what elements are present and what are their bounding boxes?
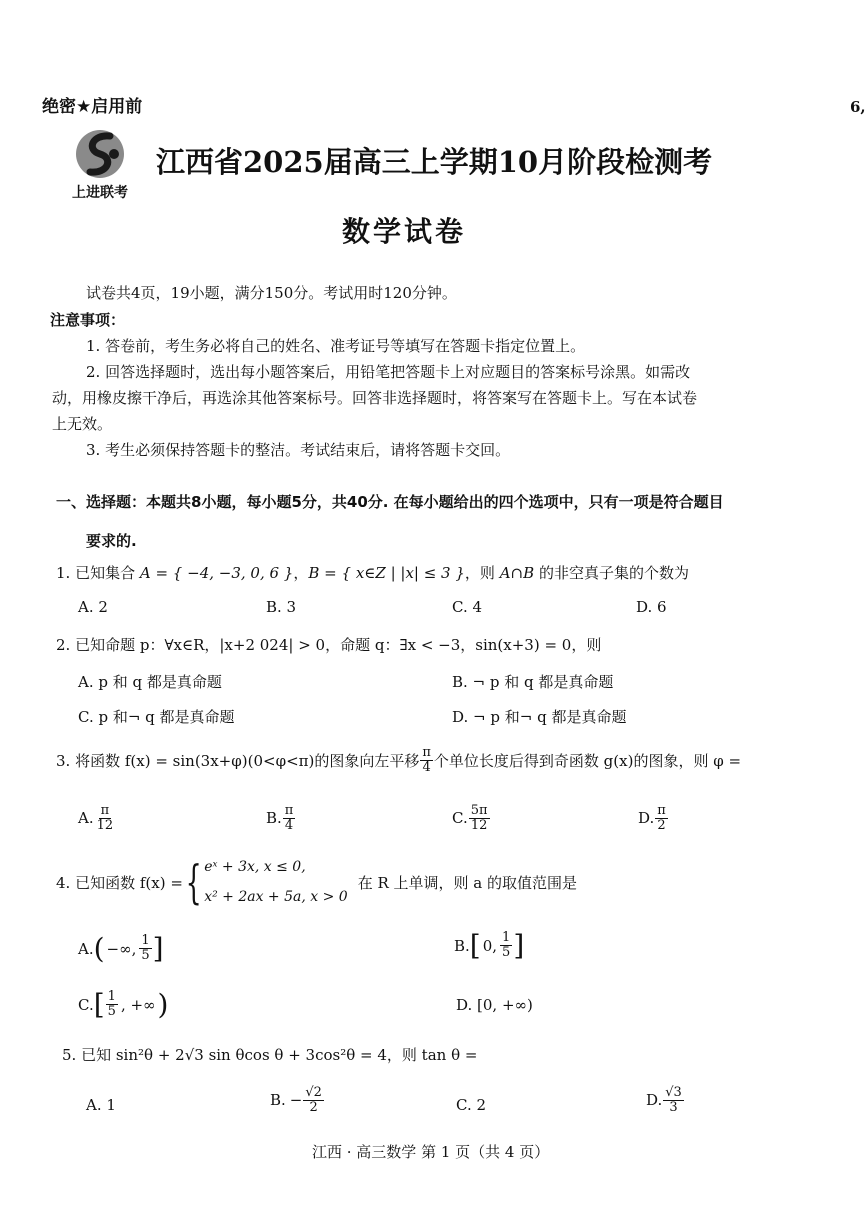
q5-option-c[interactable]: C. 2	[456, 1096, 487, 1114]
set-b: B = { x∈Z | |x| ≤ 3 }	[308, 564, 465, 582]
question-4-stem	[56, 852, 577, 912]
q3-option-a[interactable]: A. $\frac{\pi}{12}$	[78, 803, 114, 833]
secret-label: 绝密★启用前	[42, 97, 143, 117]
notice-item: 动，用橡皮擦干净后，再选涂其他答案标号。回答非选择题时，将答案写在答题卡上。写在本试卷	[52, 389, 698, 407]
q4-option-b[interactable]: B. [ 0, $\frac{1}{5}$ ]	[454, 929, 525, 962]
q3-option-d[interactable]: D. $\frac{\pi}{2}$	[638, 803, 666, 833]
question-3-stem	[56, 746, 741, 774]
notice-item: 3. 考生必须保持答题卡的整洁。考试结束后，请将答题卡交回。	[86, 441, 511, 459]
q2-option-a[interactable]: A. p 和 q 都是真命题	[78, 673, 222, 691]
question-1-text: 1. 已知集合	[56, 564, 136, 582]
notice-item: 2. 回答选择题时，选出每小题答案后，用铅笔把答题卡上对应题目的答案标号涂黑。如需改	[86, 363, 691, 381]
intersection: A∩B	[499, 564, 535, 582]
page-footer: 江西 · 高三数学 第 1 页（共 4 页）	[312, 1143, 550, 1161]
notice-heading: 注意事项：	[50, 311, 126, 329]
notice-item: 1. 答卷前，考生务必将自己的姓名、准考证号等填写在答题卡指定位置上。	[86, 337, 586, 355]
notice-item: 上无效。	[52, 415, 113, 433]
q4-option-d[interactable]: D. [0, +∞)	[456, 996, 533, 1014]
question-1-text: 的非空真子集的个数为	[538, 564, 689, 582]
q2-option-c[interactable]: C. p 和¬ q 都是真命题	[78, 708, 235, 726]
q3-option-b[interactable]: B. $\frac{\pi}{4}$	[266, 803, 294, 833]
question-4-text: 在 R 上单调，则 a 的取值范围是	[357, 873, 578, 892]
q5-option-d[interactable]: D. $\frac{√3}{3}$	[646, 1085, 682, 1115]
q2-option-d[interactable]: D. ¬ p 和¬ q 都是真命题	[452, 708, 627, 726]
q1-option-d[interactable]: D. 6	[636, 598, 667, 616]
q1-option-a[interactable]: A. 2	[78, 598, 108, 616]
q3-option-c[interactable]: C. $\frac{5\pi}{12}$	[452, 803, 488, 833]
question-4-text: 4. 已知函数 f(x) =	[56, 873, 183, 892]
question-1-text: ，则	[464, 564, 495, 582]
section-heading-cont: 要求的.	[86, 532, 137, 550]
q5-option-a[interactable]: A. 1	[86, 1096, 116, 1114]
question-1-stem: 1. 已知集合 A = { −4, −3, 0, 6 }，B = { x∈Z | |x| ≤ 3 }，则 A∩B 的非空真子集的个数为	[56, 564, 689, 582]
q4-option-a[interactable]: A. ( −∞, $\frac{1}{5}$ ]	[78, 932, 164, 965]
q1-option-b[interactable]: B. 3	[266, 598, 297, 616]
question-3-text: 个单位长度后得到奇函数 g(x)的图象，则 φ =	[433, 751, 742, 770]
set-a: A = { −4, −3, 0, 6 }	[139, 564, 294, 582]
corner-mark: 6,	[850, 98, 866, 116]
intro-text: 试卷共4页，19小题，满分150分。考试用时120分钟。	[86, 284, 457, 302]
logo	[70, 124, 142, 202]
q5-option-b[interactable]: B. − $\frac{√2}{2}$	[270, 1085, 322, 1115]
brace: {	[185, 855, 202, 909]
exam-title: 江西省2025届高三上学期10月阶段检测考	[156, 145, 713, 179]
fraction: $\frac{\pi}{4}$	[422, 745, 431, 775]
exam-subtitle: 数学试卷	[342, 215, 467, 248]
q2-option-b[interactable]: B. ¬ p 和 q 都是真命题	[452, 673, 614, 691]
logo-text: 上进联考	[72, 185, 128, 201]
piecewise-cases: eˣ + 3x, x ≤ 0, x² + 2ax + 5a, x > 0	[204, 859, 348, 905]
question-3-text: 3. 将函数 f(x) = sin(3x+φ)(0<φ<π)的图象向左平移	[56, 751, 420, 770]
q1-option-c[interactable]: C. 4	[452, 598, 483, 616]
question-5-stem: 5. 已知 sin²θ + 2√3 sin θcos θ + 3cos²θ = 4，则 tan θ =	[62, 1046, 478, 1064]
section-heading: 一、选择题：本题共8小题，每小题5分，共40分. 在每小题给出的四个选项中，只有一项是符合题目	[56, 493, 724, 511]
logo-emblem-icon	[70, 124, 142, 184]
q4-option-c[interactable]: C. [ $\frac{1}{5}$ , +∞ )	[78, 988, 169, 1021]
question-2-stem: 2. 已知命题 p：∀x∈R，|x+2 024| > 0，命题 q：∃x < −3，sin(x+3) = 0，则	[56, 636, 602, 654]
